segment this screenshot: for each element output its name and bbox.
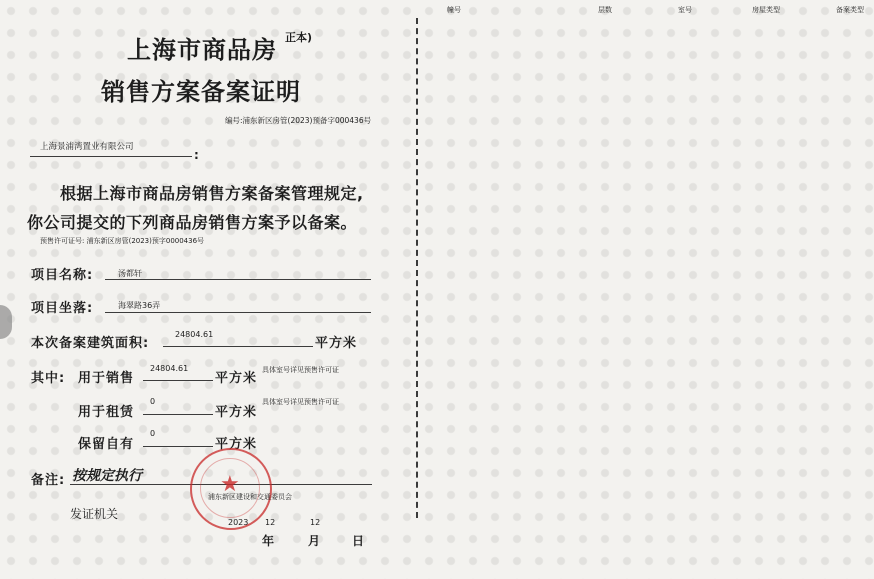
month-char: 月 [308, 534, 321, 548]
fold-divider [416, 18, 418, 518]
company-name: 上海景浦湾置业有限公司 [40, 142, 134, 152]
rent-unit: 平方米 [215, 405, 258, 420]
remark-signature: 按规定执行 [72, 468, 142, 484]
project-location-label: 项目坐落: [31, 301, 94, 316]
seal-star-icon: ★ [220, 472, 240, 497]
of-which-label: 其中: [31, 371, 66, 386]
permit-number: 预售许可证号: 浦东新区房管(2023)预字0000436号 [40, 237, 205, 245]
retain-underline [143, 446, 213, 447]
doc-number: 编号:浦东新区房管(2023)预备字000436号 [225, 116, 372, 125]
col-header-room: 室号 [678, 6, 692, 14]
area-label: 本次备案建筑面积: [31, 336, 150, 351]
body-line2: 你公司提交的下列商品房销售方案予以备案。 [27, 213, 358, 232]
area-unit: 平方米 [315, 336, 358, 351]
project-name-value: 汤都轩 [118, 269, 142, 278]
col-header-building: 幢号 [447, 6, 461, 14]
sale-value: 24804.61 [150, 364, 189, 373]
col-header-house-type: 房屋类型 [752, 6, 780, 14]
date-month-value: 12 [265, 518, 276, 527]
retain-label: 保留自有 [78, 437, 135, 452]
title-line2: 销售方案备案证明 [101, 78, 301, 106]
retain-unit: 平方米 [215, 437, 258, 452]
sale-unit: 平方米 [215, 371, 258, 386]
project-location-underline [105, 312, 371, 313]
sale-note: 具体室号详见预售许可证 [262, 366, 339, 374]
area-underline [163, 346, 313, 347]
project-name-underline [105, 279, 371, 280]
body-line1: 根据上海市商品房销售方案备案管理规定, [60, 184, 364, 203]
rent-label: 用于租赁 [78, 405, 135, 420]
project-name-label: 项目名称: [31, 268, 94, 283]
title-suffix: 正本) [285, 31, 313, 44]
issuer-name: 浦东新区建设和交通委员会 [208, 493, 292, 501]
date-day-value: 12 [310, 518, 321, 527]
year-char: 年 [262, 534, 275, 548]
rent-underline [143, 414, 213, 415]
company-colon: : [194, 148, 199, 162]
rent-note: 具体室号详见预售许可证 [262, 398, 339, 406]
sale-label: 用于销售 [78, 371, 135, 386]
col-header-floors: 层数 [598, 6, 612, 14]
side-scroll-handle[interactable] [0, 305, 12, 339]
rent-value: 0 [150, 397, 156, 406]
retain-value: 0 [150, 429, 156, 438]
col-header-filing-type: 备案类型 [836, 6, 864, 14]
area-value: 24804.61 [175, 330, 214, 339]
company-underline [30, 156, 192, 157]
sale-underline [143, 380, 213, 381]
date-year-value: 2023 [228, 518, 249, 527]
issuer-label: 发证机关 [70, 507, 119, 521]
remark-label: 备注: [31, 473, 66, 488]
project-location-value: 海翠路36弄 [118, 301, 161, 310]
title-line1: 上海市商品房 [127, 36, 277, 64]
day-char: 日 [352, 534, 365, 548]
